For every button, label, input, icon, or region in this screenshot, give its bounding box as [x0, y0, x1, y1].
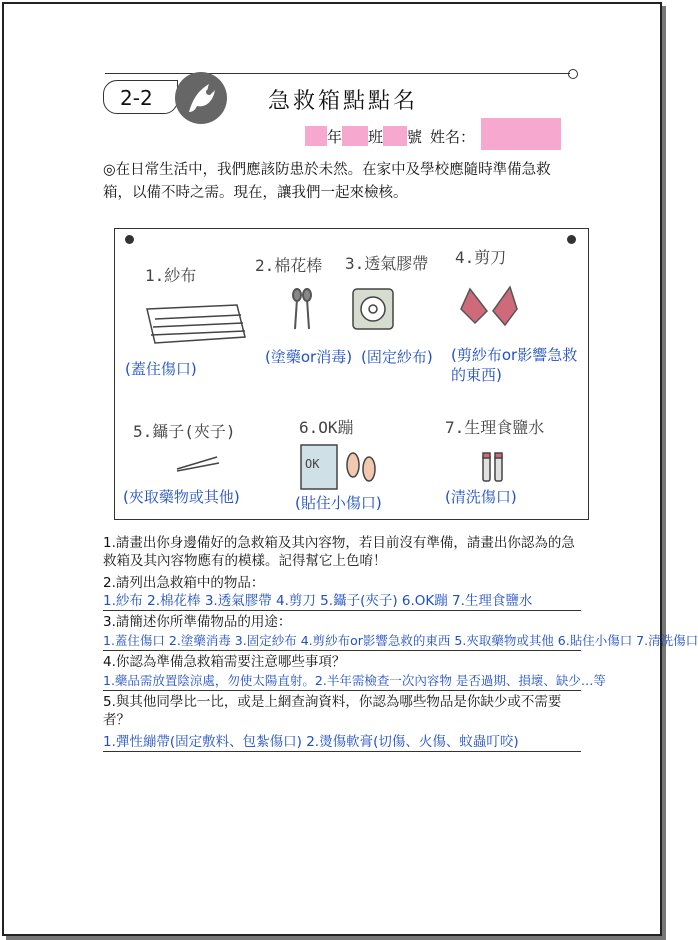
- question-2: 2.請列出急救箱中的物品：: [103, 575, 265, 591]
- lesson-logo-icon: [175, 72, 227, 124]
- item-use-tape: (固定紗布): [361, 348, 433, 366]
- gauze-icon: [147, 305, 245, 343]
- name-row: [305, 122, 561, 150]
- item-label-tweezers: 5.鑷子(夾子): [133, 422, 236, 441]
- question-5: 5.與其他同學比一比，或是上網查詢資料，你認為哪些物品是你缺少或不需要者？: [103, 694, 562, 728]
- item-use-bandage: (貼住小傷口): [295, 494, 382, 512]
- grade-redaction: [305, 126, 327, 146]
- drawing-card: [114, 228, 589, 520]
- number-redaction: [383, 126, 407, 146]
- item-use-gauze: (蓋住傷口): [125, 360, 197, 378]
- saline-icon: [483, 453, 502, 481]
- lesson-number: 2-2: [103, 80, 178, 114]
- answer-3: 1.蓋住傷口 2.塗藥消毒 3.固定紗布 4.剪紗布or影響急救的東西 5.夾取藥物或其他 6.貼住小傷口 7.清洗傷口: [103, 632, 581, 651]
- item-label-bandage: 6.OK蹦: [299, 418, 354, 437]
- question-1: 1.請畫出你身邊備好的急救箱及其內容物，若目前沒有準備，請畫出你認為的急救箱及其內容物應有的模樣。記得幫它上色唷！: [103, 535, 575, 569]
- number-label: 號: [407, 127, 423, 146]
- question-4: 4.你認為準備急救箱需要注意哪些事項？: [103, 654, 346, 670]
- answer-2: 1.紗布 2.棉花棒 3.透氣膠帶 4.剪刀 5.鑷子(夾子) 6.OK蹦 7.生理食鹽水: [103, 592, 581, 611]
- scissors-icon: [461, 287, 517, 325]
- answer-5: 1.彈性繃帶(固定敷料、包紮傷口) 2.燙傷軟膏(切傷、火傷、蚊蟲叮咬): [103, 733, 581, 752]
- grade-label: 年: [327, 127, 343, 146]
- class-redaction: [342, 126, 368, 146]
- question-3: 3.請簡述你所準備物品的用途：: [103, 614, 292, 630]
- item-use-tweezers: (夾取藥物或其他): [123, 488, 240, 506]
- answer-4: 1.藥品需放置陰涼處，勿使太陽直射。2.半年需檢查一次內容物 是否過期、損壞、缺少…等: [103, 672, 581, 691]
- page-title: 急救箱點點名: [268, 89, 419, 114]
- tweezers-icon: [177, 457, 219, 471]
- item-label-gauze: 1.紗布: [145, 266, 197, 285]
- item-label-tape: 3.透氣膠帶: [345, 254, 429, 273]
- item-label-swab: 2.棉花棒: [255, 256, 323, 275]
- tape-icon: [353, 289, 393, 329]
- intro-text: ◎在日常生活中，我們應該防患於未然。在家中及學校應隨時準備急救箱，以備不時之需。現在，讓我們一起來檢核。: [103, 162, 551, 201]
- item-use-saline: (清洗傷口): [445, 488, 517, 506]
- class-label: 班: [368, 127, 384, 146]
- bandage-box-label: OK: [305, 457, 320, 471]
- item-label-scissors: 4.剪刀: [455, 248, 507, 267]
- item-label-saline: 7.生理食鹽水: [445, 418, 545, 437]
- name-redaction: [481, 118, 561, 150]
- swab-icon: [293, 289, 311, 329]
- item-use-swab: (塗藥or消毒): [265, 348, 353, 366]
- item-use-scissors: (剪紗布or影響急救的東西): [451, 346, 578, 384]
- header-rule-end: [568, 69, 578, 79]
- name-label: 姓名：: [430, 127, 476, 146]
